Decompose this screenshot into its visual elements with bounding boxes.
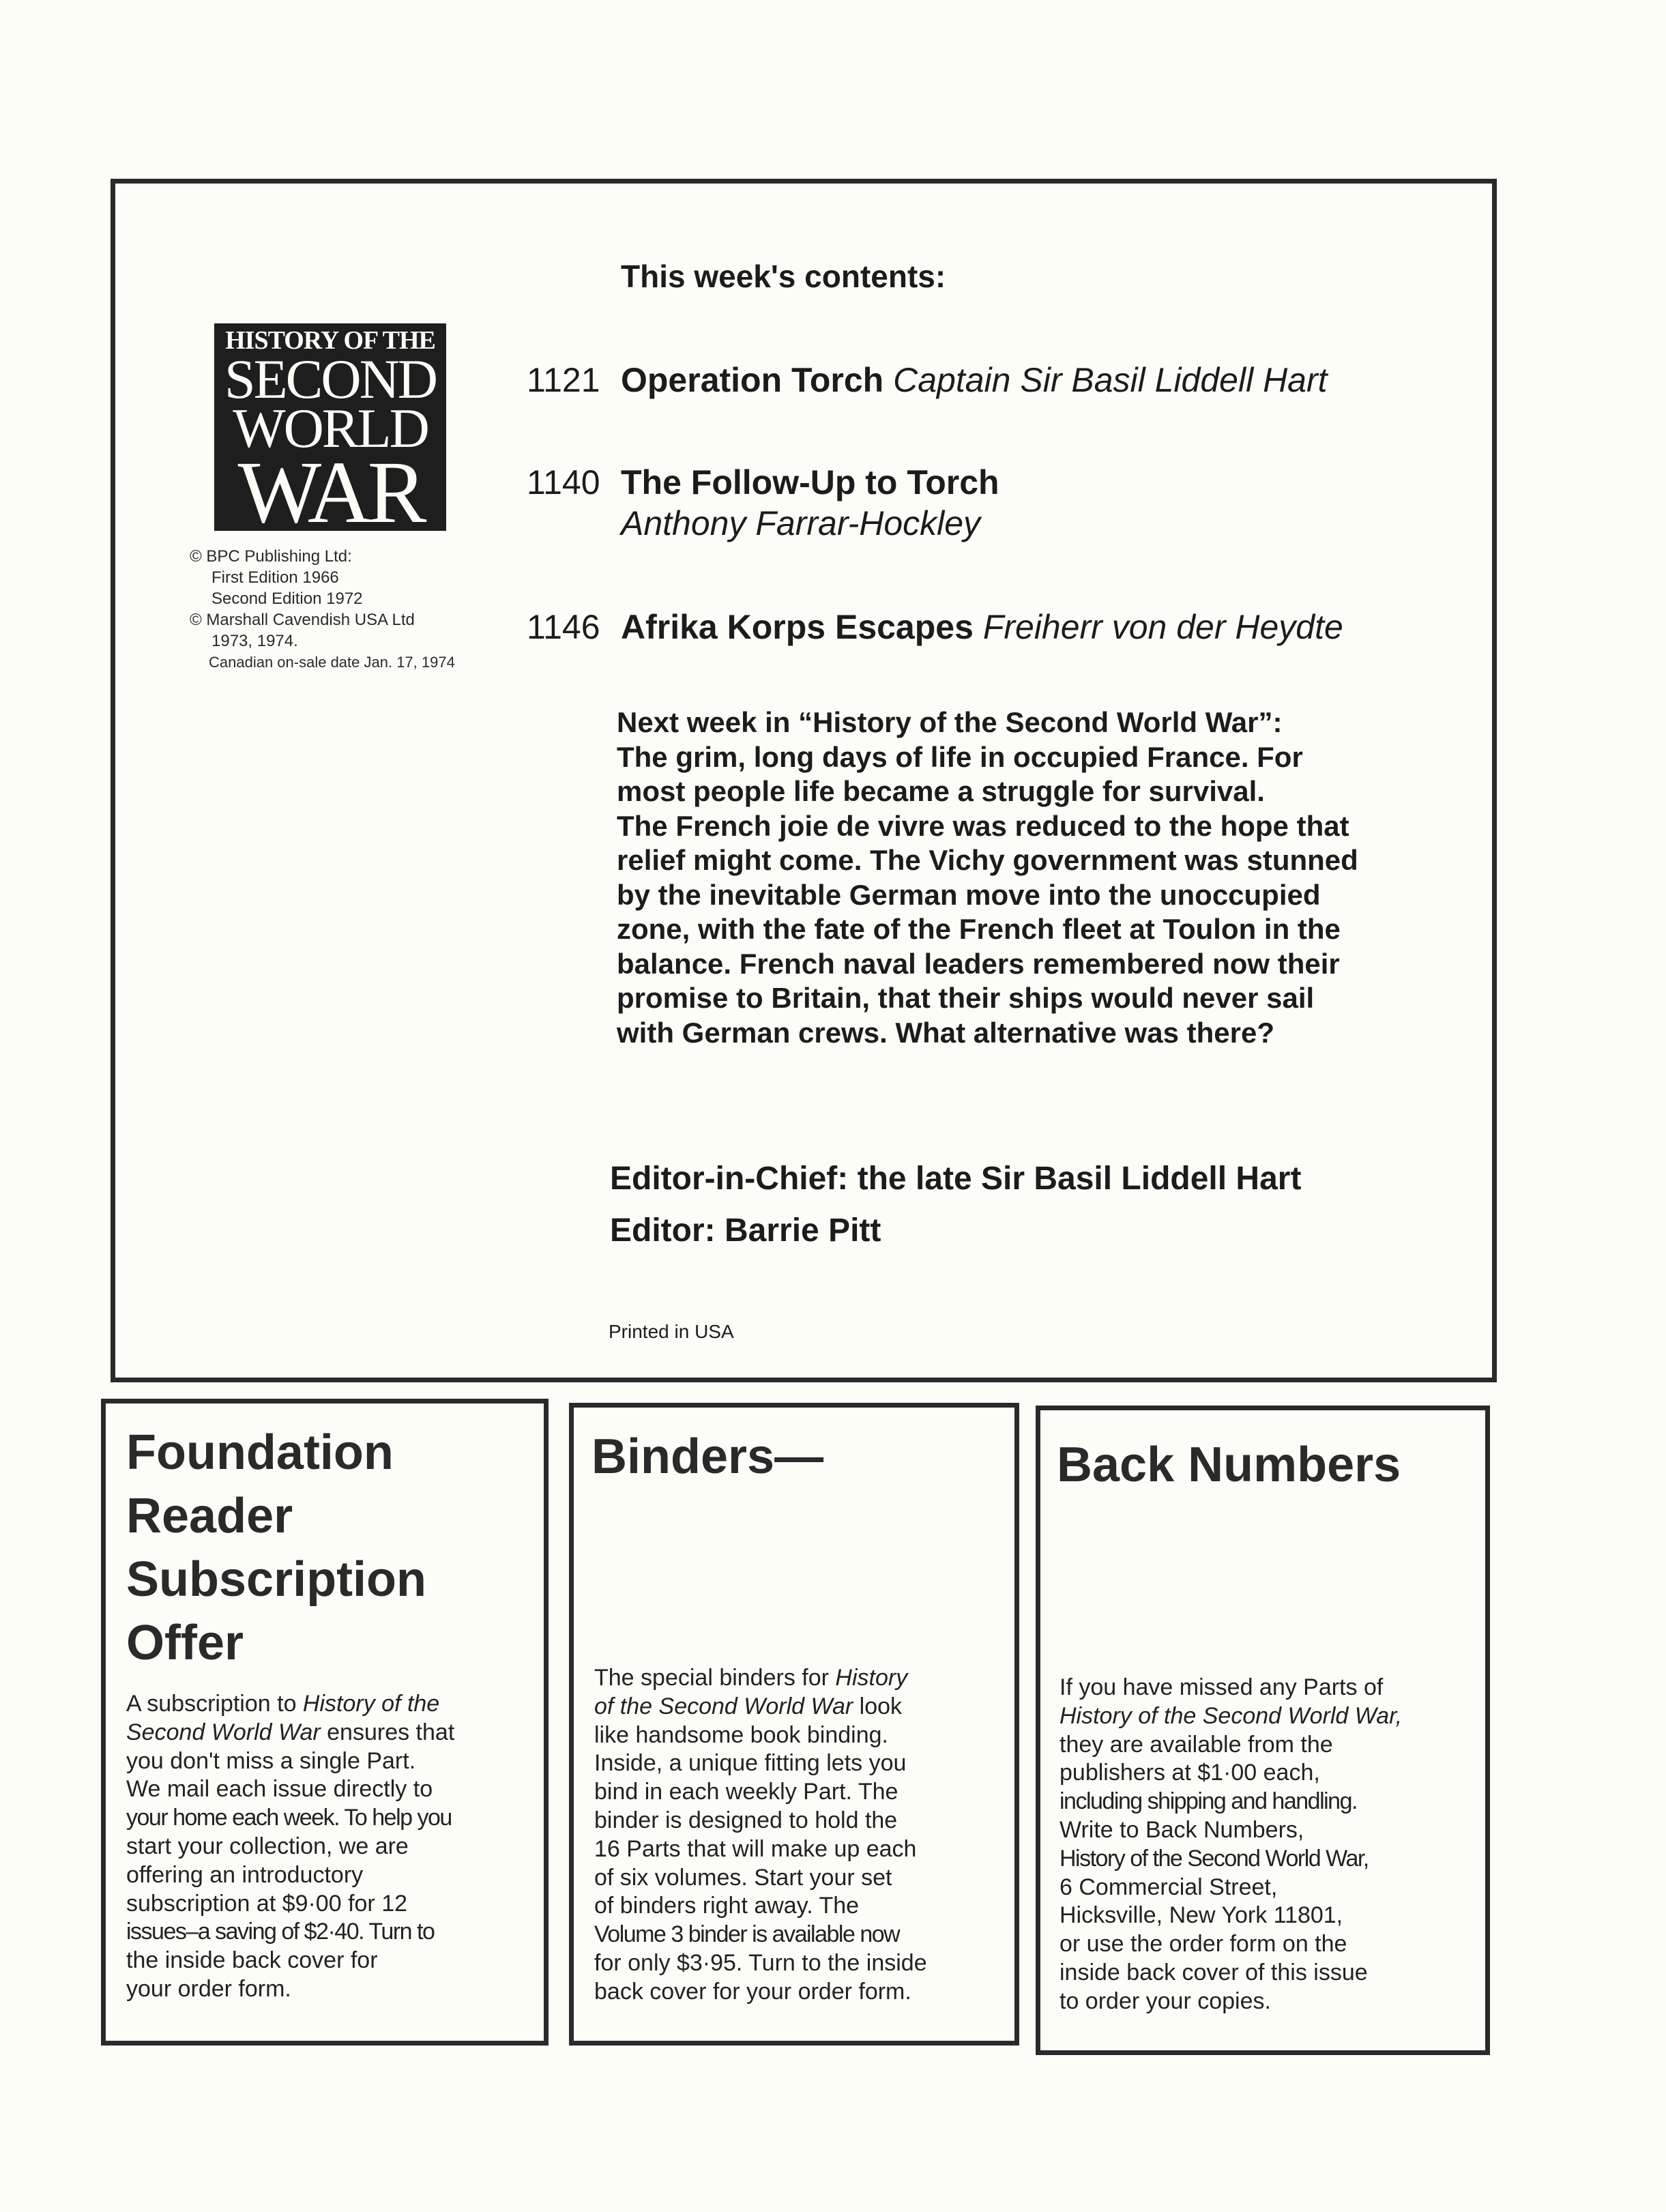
- editor-credit: Editor: Barrie Pitt: [610, 1212, 881, 1249]
- series-logo: [214, 323, 446, 542]
- entry-title: The Follow-Up to Torch: [621, 463, 999, 501]
- next-week-preview: [617, 705, 1449, 1050]
- preview-line: zone, with the fate of the French fleet at Toulon in the: [617, 913, 1341, 945]
- body-line: for only $3·95. Turn to the inside: [594, 1949, 927, 1976]
- preview-line: Next week in “History of the Second World War”:: [617, 706, 1283, 738]
- body-line: 6 Commercial Street,: [1059, 1874, 1278, 1900]
- body-line: to order your copies.: [1059, 1988, 1271, 2014]
- body-text-italic: History of the: [302, 1691, 440, 1717]
- body-line: We mail each issue directly to: [126, 1776, 433, 1803]
- copyright-line: First Edition 1966: [211, 568, 339, 587]
- heading-line: Offer: [126, 1616, 244, 1670]
- body-line: [126, 1690, 454, 1719]
- body-text-italic: History: [835, 1665, 908, 1691]
- entry-title: Operation Torch: [621, 361, 884, 399]
- body-line: publishers at $1·00 each,: [1059, 1760, 1320, 1786]
- body-line: [1059, 1702, 1402, 1731]
- contents-entry: [527, 463, 999, 502]
- body-line: Hicksville, New York 11801,: [1059, 1902, 1343, 1929]
- body-text-italic: of the Second World War: [594, 1693, 853, 1719]
- body-line: Write to Back Numbers,: [1059, 1816, 1304, 1843]
- copyright-notice: [190, 546, 503, 673]
- preview-line: The grim, long days of life in occupied France. For: [617, 740, 1303, 773]
- body-line: like handsome book binding.: [594, 1721, 888, 1748]
- body-line: your order form.: [126, 1975, 291, 2002]
- entry-page-number: 1146: [527, 608, 600, 646]
- heading-line: Subscription: [126, 1552, 427, 1607]
- foundation-offer-box: [101, 1399, 549, 2046]
- editor-in-chief-credit: Editor-in-Chief: the late Sir Basil Liddell Hart: [610, 1161, 1302, 1197]
- body-line: offering an introductory: [126, 1861, 364, 1888]
- body-text-italic: History of the Second World War,: [1059, 1702, 1403, 1729]
- logo-line-4: WAR: [237, 443, 423, 542]
- body-line: bind in each weekly Part. The: [594, 1779, 898, 1805]
- body-line: or use the order form on the: [1059, 1931, 1347, 1958]
- body-line: they are available from the: [1059, 1731, 1333, 1758]
- binders-box: [569, 1403, 1019, 2046]
- copyright-line: Canadian on-sale date Jan. 17, 1974: [209, 654, 455, 671]
- copyright-line: Second Edition 1972: [211, 590, 363, 608]
- body-line: of binders right away. The: [594, 1893, 860, 1919]
- preview-line: most people life became a struggle for survival.: [617, 775, 1265, 807]
- binders-heading: Binders—: [591, 1429, 824, 1484]
- body-line: 16 Parts that will make up each: [594, 1835, 917, 1862]
- binders-body: [594, 1664, 927, 2007]
- body-text: look: [853, 1693, 903, 1719]
- body-text-italic: Second World War: [126, 1719, 321, 1745]
- preview-line: promise to Britain, that their ships would never sail: [617, 982, 1315, 1014]
- heading-line: Foundation: [126, 1425, 394, 1480]
- contents-heading: This week's contents:: [621, 259, 946, 294]
- entry-author: Anthony Farrar-Hockley: [621, 504, 981, 542]
- foundation-body: [126, 1690, 454, 2004]
- body-line: start your collection, we are: [126, 1833, 409, 1859]
- back-numbers-box: [1036, 1406, 1490, 2055]
- preview-line: The French joie de vivre was reduced to the hope that: [617, 809, 1349, 842]
- preview-line: by the inevitable German move into the unoccupied: [617, 878, 1321, 911]
- body-line: your home each week. To help you: [126, 1805, 452, 1831]
- body-line: [126, 1719, 454, 1747]
- body-line: binder is designed to hold the: [594, 1807, 898, 1833]
- logo-line-3: WORLD: [233, 397, 428, 459]
- body-line: History of the Second World War,: [1059, 1845, 1369, 1872]
- body-line: you don't miss a single Part.: [126, 1747, 416, 1774]
- preview-line: with German crews. What alternative was there?: [617, 1016, 1274, 1049]
- preview-line: relief might come. The Vichy government was stunned: [617, 844, 1358, 876]
- logo-line-2: SECOND: [224, 348, 437, 410]
- body-text: A subscription to: [126, 1691, 303, 1717]
- body-line: [594, 1693, 927, 1721]
- entry-author: Captain Sir Basil Liddell Hart: [893, 361, 1328, 399]
- entry-author: Freiherr von der Heydte: [982, 608, 1343, 646]
- body-line: Inside, a unique fitting lets you: [594, 1750, 907, 1777]
- copyright-line: © BPC Publishing Ltd:: [190, 547, 352, 566]
- foundation-heading: [126, 1421, 426, 1675]
- body-line: including shipping and handling.: [1059, 1788, 1357, 1815]
- body-line: back cover for your order form.: [594, 1978, 911, 2005]
- copyright-line: 1973, 1974.: [211, 632, 298, 650]
- body-line: of six volumes. Start your set: [594, 1864, 892, 1891]
- preview-line: balance. French naval leaders remembered now their: [617, 947, 1340, 980]
- entry-title: Afrika Korps Escapes: [621, 608, 974, 646]
- body-text: ensures that: [320, 1719, 455, 1745]
- logo-line-1: HISTORY OF THE: [225, 326, 435, 355]
- back-numbers-heading: Back Numbers: [1057, 1438, 1401, 1492]
- entry-page-number: 1140: [527, 463, 600, 501]
- contents-entry: [527, 607, 1343, 647]
- printed-in-notice: Printed in USA: [609, 1321, 734, 1342]
- entry-page-number: 1121: [527, 361, 600, 399]
- body-line: Volume 3 binder is available now: [594, 1921, 900, 1948]
- body-line: the inside back cover for: [126, 1947, 378, 1974]
- heading-line: Reader: [126, 1489, 293, 1543]
- body-line: If you have missed any Parts of: [1059, 1674, 1384, 1700]
- body-line: inside back cover of this issue: [1059, 1959, 1368, 1985]
- body-line: issues–a saving of $2·40. Turn to: [126, 1919, 435, 1945]
- back-numbers-body: [1059, 1674, 1402, 2016]
- copyright-line: © Marshall Cavendish USA Ltd: [190, 611, 415, 629]
- contents-entry: [527, 360, 1328, 400]
- body-line: subscription at $9·00 for 12: [126, 1890, 408, 1917]
- body-line: [594, 1664, 927, 1693]
- body-text: The special binders for: [594, 1665, 836, 1691]
